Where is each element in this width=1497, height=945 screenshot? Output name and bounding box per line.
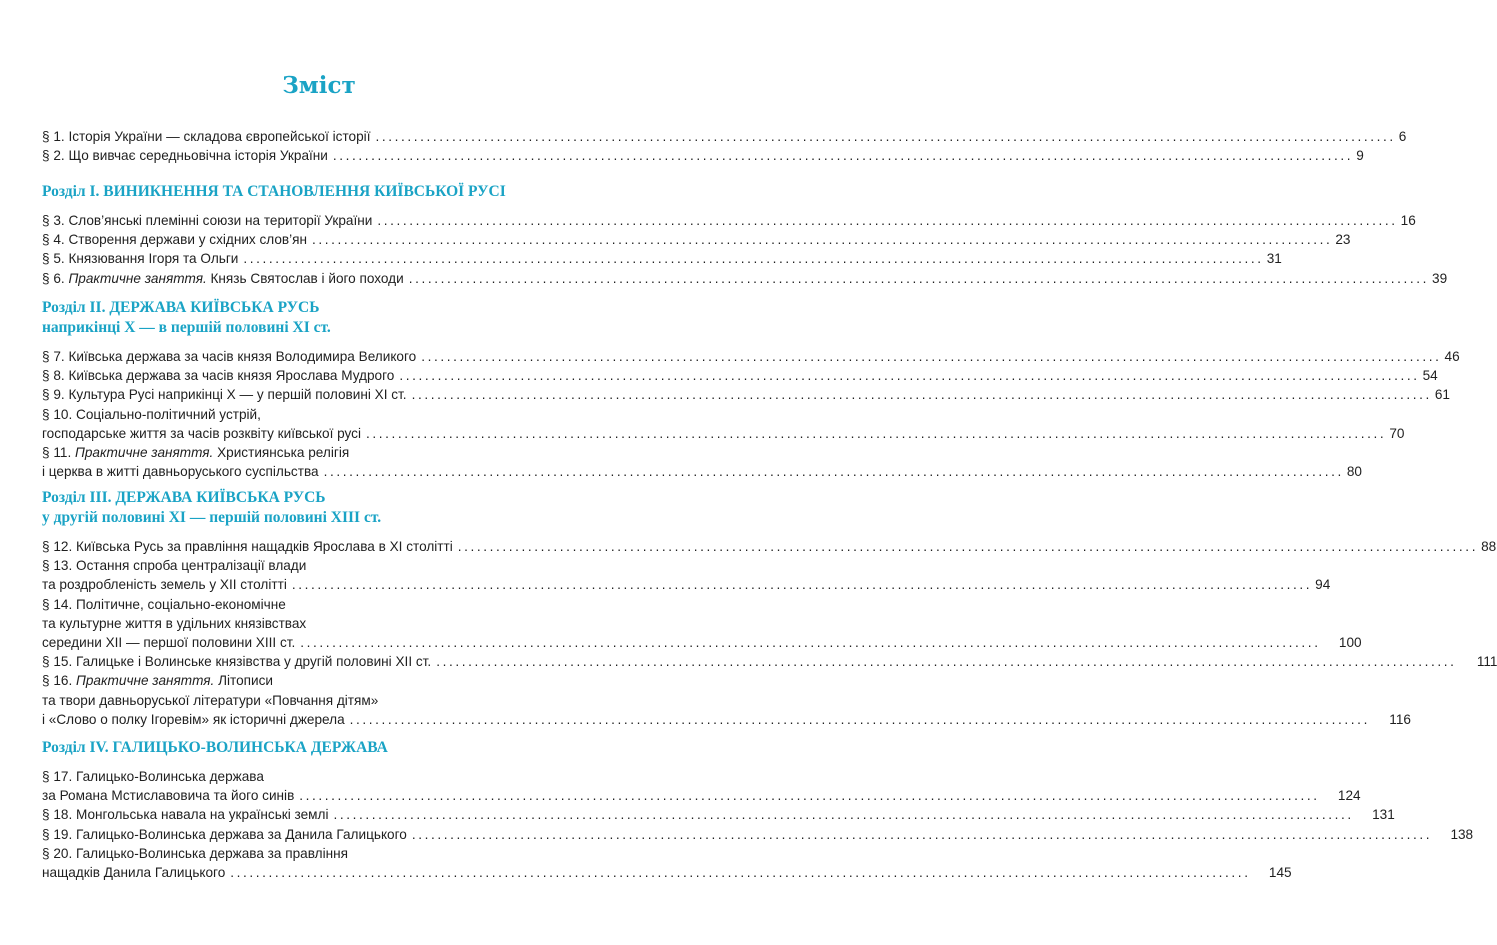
- toc-entry-rest: Літописи: [214, 673, 273, 689]
- toc-entry[interactable]: [42, 633, 1362, 652]
- toc-leader-dots: ................................................................................................................................................................: [436, 654, 1457, 670]
- toc-leader-dots: ................................................................................................................................................................: [312, 232, 1333, 248]
- toc-page-number: 54: [1422, 368, 1438, 384]
- toc-page-number: 9: [1356, 148, 1364, 164]
- toc-page-number: 94: [1315, 577, 1331, 593]
- toc-leader-dots: ................................................................................................................................................................: [411, 826, 1433, 842]
- toc-entry[interactable]: [42, 347, 1460, 366]
- toc-leader-dots: ................................................................................................................................................................: [411, 387, 1432, 403]
- toc-entry[interactable]: [42, 863, 1292, 882]
- toc-page-number: 88: [1481, 539, 1497, 554]
- toc-entry-text: за Романа Мстиславовича та його синів: [42, 788, 295, 804]
- toc-leader-dots: ................................................................................................................................................................: [243, 251, 1264, 267]
- toc-leader-dots: ................................................................................................................................................................: [230, 865, 1251, 880]
- toc-entry[interactable]: [42, 443, 597, 462]
- toc-leader-dots: ................................................................................................................................................................: [421, 349, 1442, 364]
- toc-entry-text: § 17. Галицько-Волинська держава: [42, 769, 264, 784]
- toc-entry[interactable]: [42, 652, 1497, 671]
- section-heading: Розділ ІІІ. ДЕРЖАВА КИЇВСЬКА РУСЬ: [42, 489, 326, 506]
- toc-entry-text: § 3. Слов’янські племінні союзи на території України: [42, 213, 373, 228]
- toc-entry-text: § 7. Київська держава за часів князя Володимира Великого: [42, 349, 417, 364]
- toc-entry-rest: Князь Святослав і його походи: [206, 270, 404, 286]
- toc-entry-text: § 12. Київська Русь за правління нащадків Ярослава в ХІ столітті: [42, 539, 453, 554]
- section-heading: наприкінці Х — в першій половині ХІ ст.: [42, 319, 331, 336]
- toc-entry-text: § 13. Остання спроба централізації влади: [42, 558, 307, 574]
- toc-entry[interactable]: [42, 127, 1407, 146]
- toc-page-number: 131: [1372, 807, 1395, 823]
- toc-entry[interactable]: [42, 691, 597, 710]
- toc-leader-dots: ................................................................................................................................................................: [399, 368, 1420, 384]
- toc-entry[interactable]: [42, 385, 1450, 404]
- toc-entry-text: § 18. Монгольська навала на українські землі: [42, 807, 329, 823]
- toc-entry[interactable]: [42, 146, 1364, 165]
- toc-entry-text: § 4. Створення держави у східних слов’ян: [42, 232, 308, 248]
- toc-entry-text: та твори давньоруської літератури «Повчання дітям»: [42, 692, 379, 708]
- toc-page-number: 111: [1476, 654, 1497, 670]
- toc-entry-prefix: § 16.: [42, 673, 77, 689]
- toc-page-number: 46: [1444, 349, 1460, 364]
- toc-entry-text: [42, 269, 404, 288]
- toc-entry[interactable]: [42, 614, 597, 633]
- toc-entry[interactable]: [42, 462, 1362, 481]
- toc-leader-dots: ................................................................................................................................................................: [408, 270, 1430, 286]
- toc-leader-dots: ................................................................................................................................................................: [291, 577, 1313, 593]
- toc-entry[interactable]: [42, 575, 1331, 594]
- toc-page-number: 80: [1346, 464, 1362, 480]
- toc-entry-text: середини ХІІ — першої половини ХІІІ ст.: [42, 635, 296, 650]
- toc-entry-text: [42, 671, 273, 690]
- toc-page-number: 31: [1266, 251, 1282, 267]
- toc-entry-text: § 1. Історія України — складова європейської історії: [42, 129, 371, 144]
- toc-entry-text: та культурне життя в удільних князівствах: [42, 615, 307, 631]
- section-heading: у другій половині ХІ — першій половині ХІІІ ст.: [42, 509, 382, 526]
- toc-leader-dots: ................................................................................................................................................................: [332, 148, 1354, 164]
- toc-entry-text: § 2. Що вивчає середньовічна історія України: [42, 148, 328, 164]
- toc-entry-text: § 8. Київська держава за часів князя Ярослава Мудрого: [42, 368, 395, 384]
- toc-entry-text: § 5. Князювання Ігоря та Ольги: [42, 251, 239, 267]
- toc-entry[interactable]: [42, 767, 597, 786]
- toc-entry-text: господарське життя за часів розквіту київської русі: [42, 425, 362, 441]
- toc-entry-prefix: § 11.: [42, 445, 76, 460]
- toc-entry[interactable]: [42, 595, 597, 614]
- toc-entry[interactable]: [42, 211, 1416, 230]
- toc-leader-dots: ................................................................................................................................................................: [323, 464, 1344, 480]
- toc-entry[interactable]: [42, 710, 1411, 729]
- page-title: Зміст: [282, 72, 356, 99]
- toc-entry[interactable]: [42, 249, 1282, 268]
- toc-page-number: 100: [1338, 635, 1362, 650]
- toc-page-number: 70: [1389, 425, 1405, 441]
- toc-entry[interactable]: [42, 269, 1448, 288]
- toc-page-number: 39: [1432, 270, 1448, 286]
- toc-entry-text: § 20. Галицько-Волинська держава за правління: [42, 845, 348, 861]
- section-heading: Розділ І. ВИНИКНЕННЯ ТА СТАНОВЛЕННЯ КИЇВСЬКОЇ РУСІ: [42, 183, 506, 200]
- toc-page-number: 145: [1268, 865, 1292, 880]
- toc-leader-dots: ................................................................................................................................................................: [366, 425, 1387, 441]
- toc-entry-text: § 19. Галицько-Волинська держава за Данила Галицького: [42, 826, 407, 842]
- toc-leader-dots: ................................................................................................................................................................: [299, 788, 1320, 804]
- toc-entry-text: § 15. Галицьке і Волинське князівства у другій половині ХІІ ст.: [42, 654, 432, 670]
- toc-leader-dots: ................................................................................................................................................................: [300, 635, 1321, 650]
- toc-entry[interactable]: [42, 405, 597, 424]
- toc-entry[interactable]: [42, 671, 597, 690]
- toc-entry-rest: Християнська релігія: [213, 445, 350, 460]
- toc-entry-text: і церква в житті давньоруського суспільства: [42, 464, 319, 480]
- toc-entry-prefix: § 6.: [42, 270, 69, 286]
- toc-entry-text: § 14. Політичне, соціально-економічне: [42, 596, 286, 612]
- toc-entry[interactable]: [42, 825, 1474, 844]
- toc-entry-italic: Практичне заняття.: [68, 270, 207, 286]
- toc-entry[interactable]: [42, 366, 1438, 385]
- toc-entry-text: і «Слово о полку Ігоревім» як історичні джерела: [42, 711, 345, 727]
- toc-entry-italic: Практичне заняття.: [76, 673, 215, 689]
- toc-entry-text: § 9. Культура Русі наприкінці Х — у першій половині ХІ ст.: [42, 387, 407, 403]
- toc-leader-dots: ................................................................................................................................................................: [457, 539, 1479, 554]
- toc-page-number: 6: [1398, 129, 1407, 144]
- toc-entry-text: [42, 443, 349, 462]
- toc-page-number: 138: [1450, 826, 1474, 842]
- section-heading: Розділ ІІ. ДЕРЖАВА КИЇВСЬКА РУСЬ: [42, 299, 320, 316]
- toc-entry-italic: Практичне заняття.: [75, 445, 214, 460]
- toc-entry-text: та роздробленість земель у ХІІ столітті: [42, 577, 287, 593]
- toc-page-number: 16: [1400, 213, 1416, 228]
- toc-entry[interactable]: [42, 230, 1351, 249]
- toc-leader-dots: ................................................................................................................................................................: [349, 711, 1370, 727]
- toc-leader-dots: ................................................................................................................................................................: [377, 213, 1398, 228]
- toc-entry[interactable]: [42, 805, 1395, 824]
- toc-entry-text: нащадків Данила Галицького: [42, 865, 226, 880]
- toc-page-number: 23: [1335, 232, 1351, 248]
- toc-page-number: 61: [1434, 387, 1450, 403]
- toc-page-number: 124: [1337, 788, 1361, 804]
- toc-entry[interactable]: [42, 844, 597, 863]
- toc-entry[interactable]: [42, 537, 1497, 556]
- toc-entry[interactable]: [42, 556, 597, 575]
- toc-leader-dots: ................................................................................................................................................................: [375, 129, 1396, 144]
- toc-entry-text: § 10. Соціально-політичний устрій,: [42, 406, 261, 422]
- toc-entry[interactable]: [42, 424, 1405, 443]
- toc-page-number: 116: [1389, 711, 1411, 727]
- section-heading: Розділ IV. ГАЛИЦЬКО-ВОЛИНСЬКА ДЕРЖАВА: [42, 739, 388, 756]
- toc-leader-dots: ................................................................................................................................................................: [333, 807, 1354, 823]
- toc-entry[interactable]: [42, 786, 1361, 805]
